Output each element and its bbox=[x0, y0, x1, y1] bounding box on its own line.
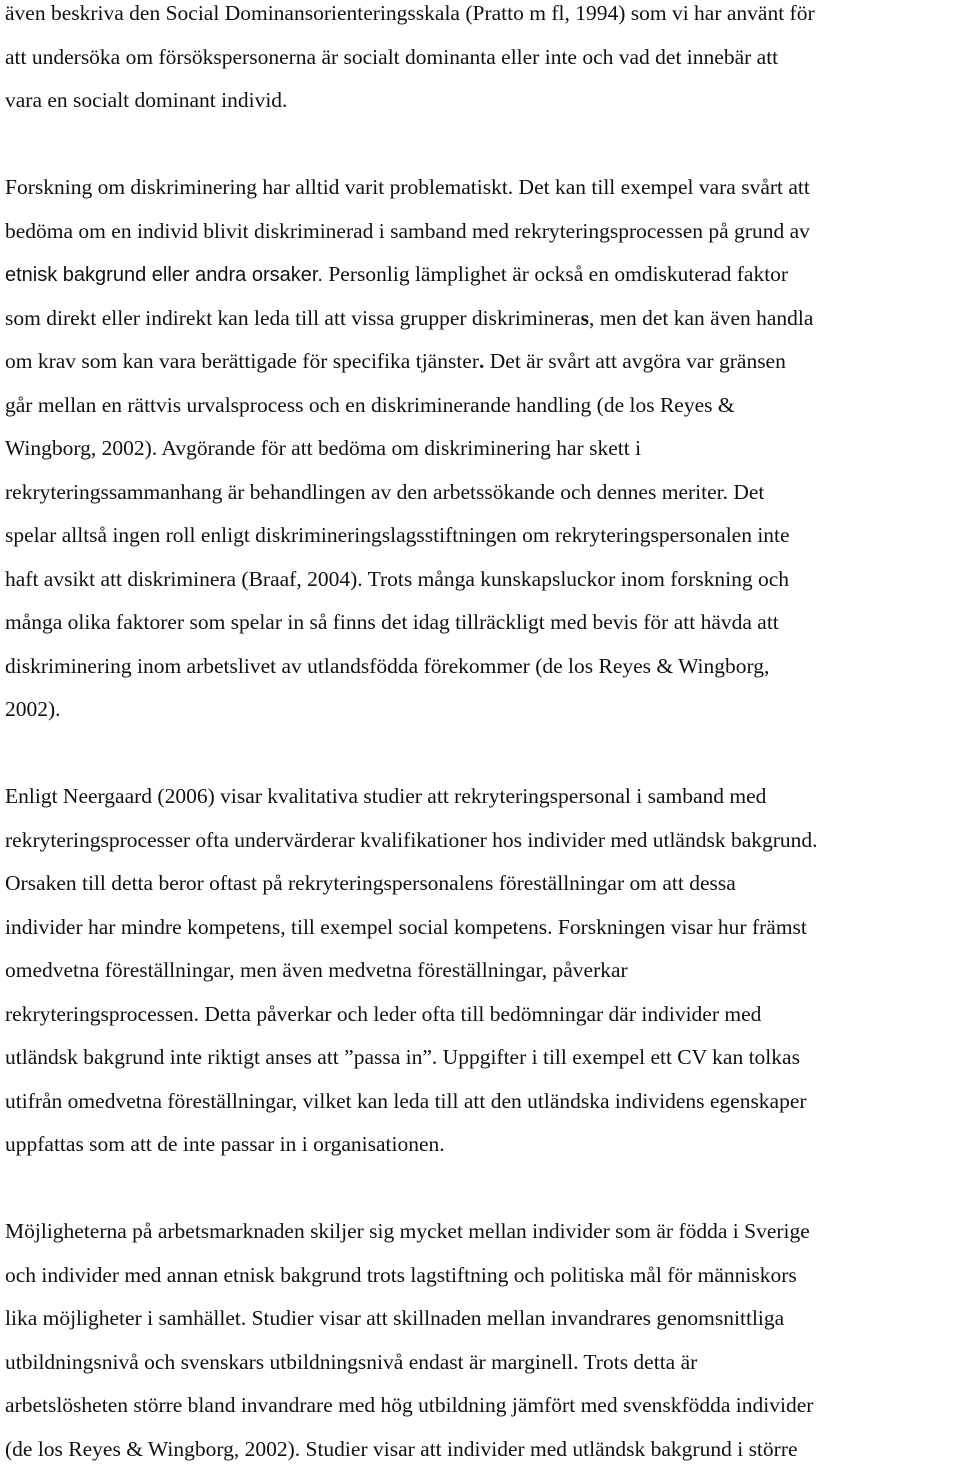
text-segment: som direkt eller indirekt kan leda till att vissa grupper diskriminera bbox=[5, 306, 581, 330]
paragraph-gap bbox=[5, 1167, 955, 1211]
text-line: (de los Reyes & Wingborg, 2002). Studier visar att individer med utländsk bakgrund i större bbox=[5, 1428, 955, 1471]
text-line: vara en socialt dominant individ. bbox=[5, 79, 955, 123]
text-line: utländsk bakgrund inte riktigt anses att ”passa in”. Uppgifter i till exempel ett CV kan tolkas bbox=[5, 1036, 955, 1080]
paragraph-1 bbox=[5, 0, 955, 123]
paragraph-4 bbox=[5, 1210, 955, 1471]
bold-character: s bbox=[581, 306, 589, 330]
text-line: utbildningsnivå och svenskars utbildningsnivå endast är marginell. Trots detta är bbox=[5, 1341, 955, 1385]
paragraph-gap bbox=[5, 732, 955, 776]
text-line: att undersöka om försökspersonerna är socialt dominanta eller inte och vad det innebär att bbox=[5, 36, 955, 80]
paragraph-3 bbox=[5, 775, 955, 1167]
text-line: utifrån omedvetna föreställningar, vilket kan leda till att den utländska individens egenskaper bbox=[5, 1080, 955, 1124]
text-line: lika möjligheter i samhället. Studier visar att skillnaden mellan invandrares genomsnittliga bbox=[5, 1297, 955, 1341]
paragraph-gap bbox=[5, 123, 955, 167]
text-segment: Det är svårt att avgöra var gränsen bbox=[484, 349, 785, 373]
text-line: individer har mindre kompetens, till exempel social kompetens. Forskningen visar hur främst bbox=[5, 906, 955, 950]
document-page bbox=[5, 0, 955, 1471]
paragraph-2 bbox=[5, 166, 955, 732]
text-line: även beskriva den Social Dominansorienteringsskala (Pratto m fl, 1994) som vi har använt för bbox=[5, 0, 955, 36]
text-line: omedvetna föreställningar, men även medvetna föreställningar, påverkar bbox=[5, 949, 955, 993]
text-line: bedöma om en individ blivit diskriminerad i samband med rekryteringsprocessen på grund av bbox=[5, 210, 955, 254]
text-line: Wingborg, 2002). Avgörande för att bedöma om diskriminering har skett i bbox=[5, 427, 955, 471]
text-line bbox=[5, 253, 955, 297]
text-line: uppfattas som att de inte passar in i organisationen. bbox=[5, 1123, 955, 1167]
text-line: rekryteringssammanhang är behandlingen av den arbetssökande och dennes meriter. Det bbox=[5, 471, 955, 515]
text-segment: Personlig lämplighet är också en omdiskuterad faktor bbox=[323, 262, 788, 286]
text-segment: , men det kan även handla bbox=[589, 306, 813, 330]
text-line: går mellan en rättvis urvalsprocess och en diskriminerande handling (de los Reyes & bbox=[5, 384, 955, 428]
text-line: arbetslösheten större bland invandrare med hög utbildning jämfört med svenskfödda individer bbox=[5, 1384, 955, 1428]
text-line: Forskning om diskriminering har alltid varit problematiskt. Det kan till exempel vara svårt att bbox=[5, 166, 955, 210]
text-segment-sans: etnisk bakgrund eller andra orsaker. bbox=[5, 264, 323, 286]
text-line: spelar alltså ingen roll enligt diskrimineringslagsstiftningen om rekryteringspersonalen inte bbox=[5, 514, 955, 558]
text-line: och individer med annan etnisk bakgrund trots lagstiftning och politiska mål för människors bbox=[5, 1254, 955, 1298]
text-line bbox=[5, 297, 955, 341]
text-line: diskriminering inom arbetslivet av utlandsfödda förekommer (de los Reyes & Wingborg, bbox=[5, 645, 955, 689]
text-line: rekryteringsprocessen. Detta påverkar och leder ofta till bedömningar där individer med bbox=[5, 993, 955, 1037]
text-line: rekryteringsprocesser ofta undervärderar kvalifikationer hos individer med utländsk bakgrund. bbox=[5, 819, 955, 863]
text-line: haft avsikt att diskriminera (Braaf, 2004). Trots många kunskapsluckor inom forskning och bbox=[5, 558, 955, 602]
text-line: Enligt Neergaard (2006) visar kvalitativa studier att rekryteringspersonal i samband med bbox=[5, 775, 955, 819]
text-line: Orsaken till detta beror oftast på rekryteringspersonalens föreställningar om att dessa bbox=[5, 862, 955, 906]
text-line: 2002). bbox=[5, 688, 955, 732]
text-line: Möjligheterna på arbetsmarknaden skiljer sig mycket mellan individer som är födda i Sverige bbox=[5, 1210, 955, 1254]
bold-period: . bbox=[479, 349, 484, 373]
text-segment: om krav som kan vara berättigade för specifika tjänster bbox=[5, 349, 479, 373]
text-line bbox=[5, 340, 955, 384]
text-line: många olika faktorer som spelar in så finns det idag tillräckligt med bevis för att hävda att bbox=[5, 601, 955, 645]
